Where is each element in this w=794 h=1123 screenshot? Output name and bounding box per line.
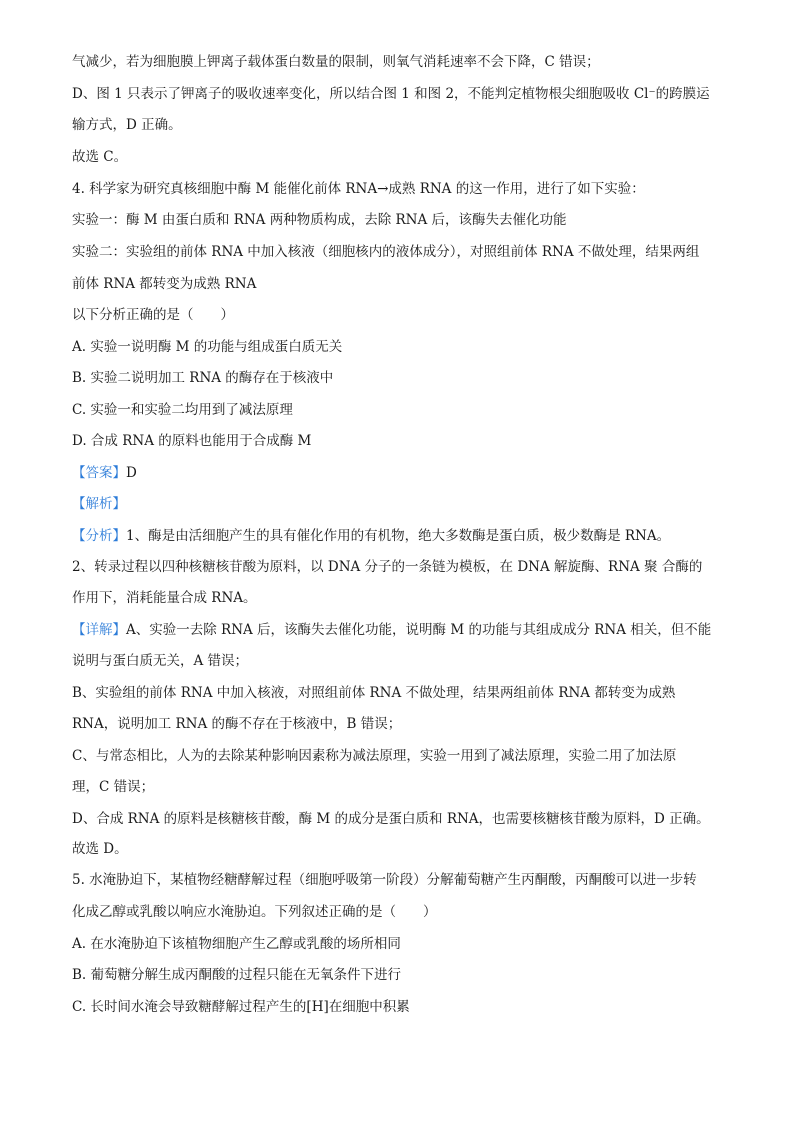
text-line bbox=[72, 651, 734, 671]
text-line bbox=[72, 557, 734, 577]
text-line bbox=[72, 997, 734, 1017]
text-line bbox=[72, 494, 734, 514]
text-line bbox=[72, 588, 734, 608]
line-text: A. 实验一说明酶 M 的功能与组成蛋白质无关 bbox=[72, 339, 343, 355]
line-text: 以下分析正确的是（ ） bbox=[72, 307, 234, 323]
line-text: 说明与蛋白质无关，A 错误； bbox=[72, 653, 249, 669]
text-line bbox=[72, 463, 734, 483]
section-tag: 【分析】 bbox=[72, 528, 126, 544]
line-text: 2、转录过程以四种核糖核苷酸为原料，以 DNA 分子的一条链为模板，在 DNA 解旋酶、RNA 聚 合酶的 bbox=[72, 559, 703, 575]
line-text: 故选 D。 bbox=[72, 841, 128, 857]
text-line bbox=[72, 839, 734, 859]
text-line bbox=[72, 934, 734, 954]
line-text: C. 实验一和实验二均用到了减法原理 bbox=[72, 402, 293, 418]
line-text: A. 在水淹胁迫下该植物细胞产生乙醇或乳酸的场所相同 bbox=[72, 936, 401, 952]
text-line bbox=[72, 714, 734, 734]
line-text: D、合成 RNA 的原料是核糖核苷酸，酶 M 的成分是蛋白质和 RNA，也需要核糖核苷酸为原料，D 正确。 bbox=[72, 811, 710, 827]
text-line bbox=[72, 242, 734, 262]
text-line bbox=[72, 84, 734, 104]
text-line bbox=[72, 337, 734, 357]
line-text: 输方式，D 正确。 bbox=[72, 117, 182, 133]
line-text: 化成乙醇或乳酸以响应水淹胁迫。下列叙述正确的是（ ） bbox=[72, 904, 437, 920]
section-tag: 【解析】 bbox=[72, 496, 126, 512]
line-text: 理，C 错误； bbox=[72, 779, 155, 795]
text-line bbox=[72, 526, 734, 546]
line-text: 实验二：实验组的前体 RNA 中加入核液（细胞核内的液体成分），对照组前体 RNA 不做处理，结果两组 bbox=[72, 244, 700, 260]
line-text: B. 实验二说明加工 RNA 的酶存在于核液中 bbox=[72, 370, 334, 386]
text-line bbox=[72, 620, 734, 640]
text-line bbox=[72, 809, 734, 829]
line-text: D、图 1 只表示了钾离子的吸收速率变化，所以结合图 1 和图 2，不能判定植物根尖细胞吸收 Cl⁻的跨膜运 bbox=[72, 86, 710, 102]
text-line bbox=[72, 368, 734, 388]
line-text: 1、酶是由活细胞产生的具有催化作用的有机物，绝大多数酶是蛋白质，极少数酶是 RNA。 bbox=[126, 528, 671, 544]
line-text: B、实验组的前体 RNA 中加入核液，对照组前体 RNA 不做处理，结果两组前体 RNA 都转变为成熟 bbox=[72, 685, 676, 701]
text-line bbox=[72, 965, 734, 985]
text-line bbox=[72, 777, 734, 797]
text-line bbox=[72, 179, 734, 199]
line-text: D. 合成 RNA 的原料也能用于合成酶 M bbox=[72, 433, 312, 449]
text-line bbox=[72, 274, 734, 294]
text-line bbox=[72, 305, 734, 325]
line-text: 作用下，消耗能量合成 RNA。 bbox=[72, 590, 257, 606]
text-line bbox=[72, 115, 734, 135]
text-line bbox=[72, 210, 734, 230]
line-text: 故选 C。 bbox=[72, 149, 128, 165]
text-line bbox=[72, 902, 734, 922]
line-text: 前体 RNA 都转变为成熟 RNA bbox=[72, 276, 257, 292]
text-line bbox=[72, 52, 734, 72]
section-tag: 【详解】 bbox=[72, 622, 126, 638]
text-line bbox=[72, 746, 734, 766]
text-line bbox=[72, 870, 734, 890]
section-tag: 【答案】 bbox=[72, 465, 126, 481]
line-text: RNA，说明加工 RNA 的酶不存在于核液中，B 错误； bbox=[72, 716, 402, 732]
line-text: A、实验一去除 RNA 后，该酶失去催化功能，说明酶 M 的功能与其组成成分 RNA 相关，但不能 bbox=[126, 622, 712, 638]
line-text: 气减少，若为细胞膜上钾离子载体蛋白数量的限制，则氧气消耗速率不会下降，C 错误； bbox=[72, 54, 600, 70]
text-line bbox=[72, 683, 734, 703]
text-line bbox=[72, 400, 734, 420]
line-text: C. 长时间水淹会导致糖酵解过程产生的[H]在细胞中积累 bbox=[72, 999, 410, 1015]
text-line bbox=[72, 431, 734, 451]
line-text: 5. 水淹胁迫下，某植物经糖酵解过程（细胞呼吸第一阶段）分解葡萄糖产生丙酮酸，丙酮酸可以进一步转 bbox=[72, 872, 697, 888]
line-text: B. 葡萄糖分解生成丙酮酸的过程只能在无氧条件下进行 bbox=[72, 967, 402, 983]
line-text: 4. 科学家为研究真核细胞中酶 M 能催化前体 RNA→成熟 RNA 的这一作用，进行了如下实验： bbox=[72, 181, 645, 197]
line-text: 实验一：酶 M 由蛋白质和 RNA 两种物质构成，去除 RNA 后，该酶失去催化功能 bbox=[72, 212, 567, 228]
line-text: C、与常态相比，人为的去除某种影响因素称为减法原理，实验一用到了减法原理，实验二用了加法原 bbox=[72, 748, 677, 764]
text-line bbox=[72, 147, 734, 167]
line-text: D bbox=[126, 465, 137, 481]
